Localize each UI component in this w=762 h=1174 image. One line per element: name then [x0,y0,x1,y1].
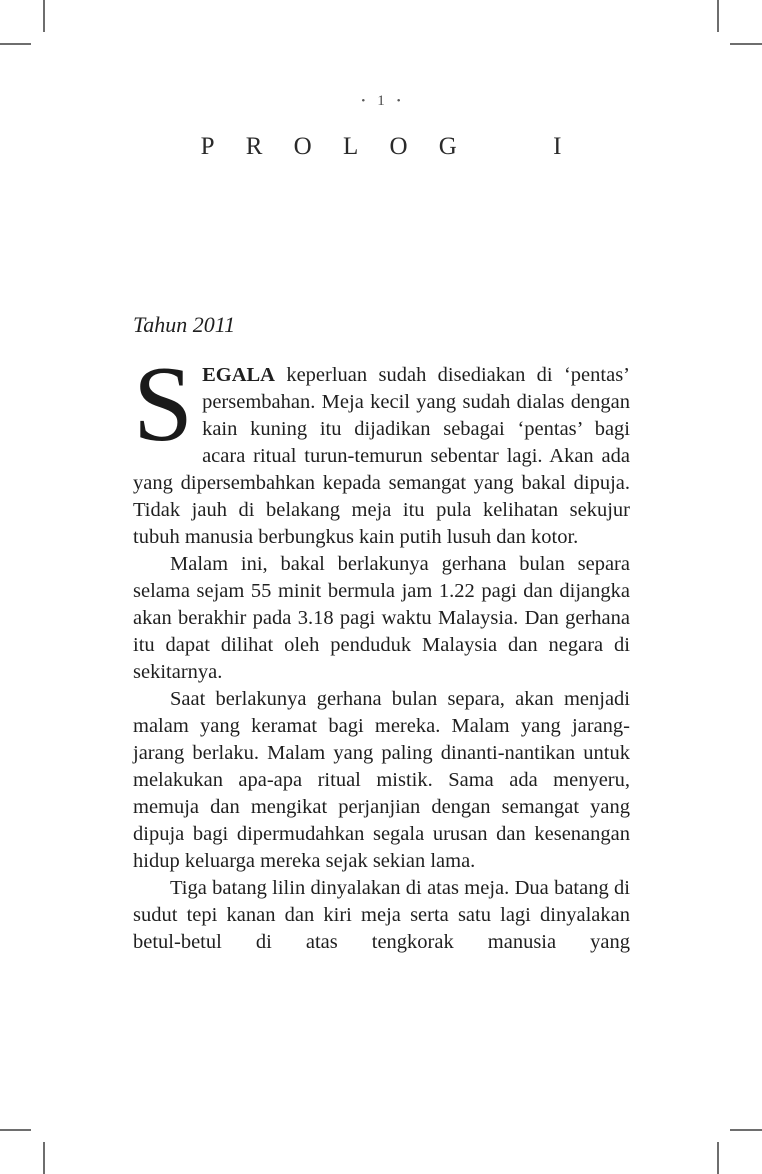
chapter-title: PROLOG I [200,133,593,160]
crop-mark-top-left-vertical [43,0,45,32]
dateline: Tahun 2011 [133,312,236,337]
crop-mark-bottom-left-horizontal [0,1129,31,1131]
crop-mark-top-right-horizontal [730,43,762,45]
crop-mark-bottom-right-horizontal [730,1129,762,1131]
body-paragraph: Malam ini, bakal berlakunya gerhana bulan separa selama sejam 55 minit bermula jam 1.22 pagi dan dijangka akan berakhir pada 3.18 pagi waktu Malaysia. Dan gerhana itu dapat dilihat oleh penduduk Malaysia dan negara di sekitarnya. [133,553,630,683]
crop-mark-top-left-horizontal [0,43,31,45]
lead-word: EGALA [202,364,275,386]
page-number-folio [0,93,762,110]
text-block [133,311,630,956]
crop-mark-top-right-vertical [717,0,719,32]
page-number: 1 [377,93,385,109]
folio-right-dot: • [396,95,401,107]
drop-cap: S [133,345,194,464]
body-paragraph: Saat berlakunya gerhana bulan separa, akan menjadi malam yang keramat bagi mereka. Malam yang jarang-jarang berlaku. Malam yang paling dinanti-nantikan untuk melakukan apa-apa ritual mistik. Sama ada menyeru, memuja dan mengikat perjanjian dengan semangat yang dipuja bagi dipermudahkan segala urusan dan kesenangan hidup keluarga mereka sejak sekian lama. [133,688,630,872]
paragraph-container [133,345,630,956]
body-paragraph: SEGALA keperluan sudah disediakan di ‘pentas’ persembahan. Meja kecil yang sudah dialas dengan kain kuning itu dijadikan sebagai ‘pentas’ bagi acara ritual turun-temurun sebentar lagi. Akan ada yang dipersembahkan kepada semangat yang bakal dipuja. Tidak jauh di belakang meja itu pula kelihatan sekujur tubuh manusia berbungkus kain putih lusuh dan kotor. [133,345,630,548]
folio-left-dot: • [361,95,366,107]
body-paragraph: Tiga batang lilin dinyalakan di atas meja. Dua batang di sudut tepi kanan dan kiri meja serta satu lagi dinyalakan betul-betul di atas tengkorak manusia yang [133,877,630,953]
crop-mark-bottom-right-vertical [717,1142,719,1174]
crop-mark-bottom-left-vertical [43,1142,45,1174]
